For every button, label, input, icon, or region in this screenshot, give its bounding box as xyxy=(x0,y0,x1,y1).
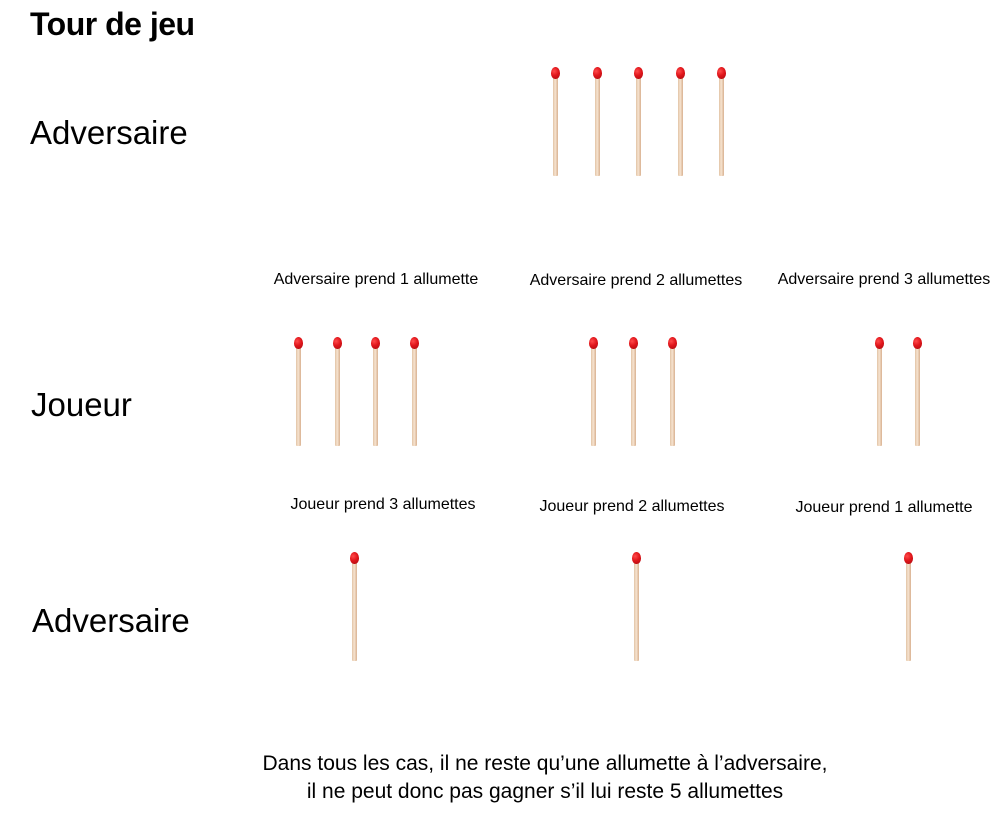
match-stick xyxy=(631,343,636,446)
conclusion-line-1: Dans tous les cas, il ne reste qu’une allumette à l’adversaire, xyxy=(262,752,828,775)
match-icon xyxy=(350,552,358,662)
conclusion-text xyxy=(263,750,828,806)
match-icon xyxy=(668,337,676,447)
match-stick xyxy=(595,73,600,176)
match-stick xyxy=(915,343,920,446)
match-stick xyxy=(877,343,882,446)
adversary-move-caption-1: Adversaire prend 1 allumette xyxy=(273,271,479,288)
match-stick xyxy=(296,343,301,446)
match-icon xyxy=(717,67,725,177)
match-head xyxy=(904,552,913,564)
player-move-caption-1: Joueur prend 3 allumettes xyxy=(290,496,476,513)
match-icon xyxy=(294,337,302,447)
match-stick xyxy=(719,73,724,176)
adversary-move-caption-2: Adversaire prend 2 allumettes xyxy=(529,272,743,289)
match-head xyxy=(593,67,602,79)
conclusion-line-2: il ne peut donc pas gagner s’il lui reste 5 allumettes xyxy=(306,780,784,803)
match-icon xyxy=(676,67,684,177)
match-stick xyxy=(670,343,675,446)
match-stick xyxy=(412,343,417,446)
match-head xyxy=(589,337,598,349)
match-icon xyxy=(629,337,637,447)
match-icon xyxy=(333,337,341,447)
match-stick xyxy=(373,343,378,446)
page-title: Tour de jeu xyxy=(30,6,195,42)
match-icon xyxy=(913,337,921,447)
match-icon xyxy=(875,337,883,447)
match-icon xyxy=(632,552,640,662)
match-stick xyxy=(335,343,340,446)
row-label-adversary-start: Adversaire xyxy=(30,114,188,151)
match-head xyxy=(629,337,638,349)
match-head xyxy=(913,337,922,349)
match-head xyxy=(410,337,419,349)
match-stick xyxy=(634,558,639,661)
match-icon xyxy=(371,337,379,447)
match-head xyxy=(717,67,726,79)
match-stick xyxy=(906,558,911,661)
match-icon xyxy=(410,337,418,447)
match-head xyxy=(371,337,380,349)
match-head xyxy=(551,67,560,79)
match-icon xyxy=(593,67,601,177)
match-stick xyxy=(678,73,683,176)
match-head xyxy=(634,67,643,79)
match-head xyxy=(632,552,641,564)
player-move-caption-3: Joueur prend 1 allumette xyxy=(795,499,973,516)
match-icon xyxy=(904,552,912,662)
match-head xyxy=(350,552,359,564)
match-stick xyxy=(636,73,641,176)
match-icon xyxy=(634,67,642,177)
row-label-adversary-end: Adversaire xyxy=(32,602,190,639)
match-icon xyxy=(551,67,559,177)
match-stick xyxy=(553,73,558,176)
match-stick xyxy=(352,558,357,661)
match-head xyxy=(875,337,884,349)
match-icon xyxy=(589,337,597,447)
match-head xyxy=(676,67,685,79)
player-move-caption-2: Joueur prend 2 allumettes xyxy=(539,498,725,515)
match-stick xyxy=(591,343,596,446)
match-head xyxy=(333,337,342,349)
match-head xyxy=(668,337,677,349)
match-head xyxy=(294,337,303,349)
row-label-player: Joueur xyxy=(31,386,132,423)
adversary-move-caption-3: Adversaire prend 3 allumettes xyxy=(777,271,991,288)
